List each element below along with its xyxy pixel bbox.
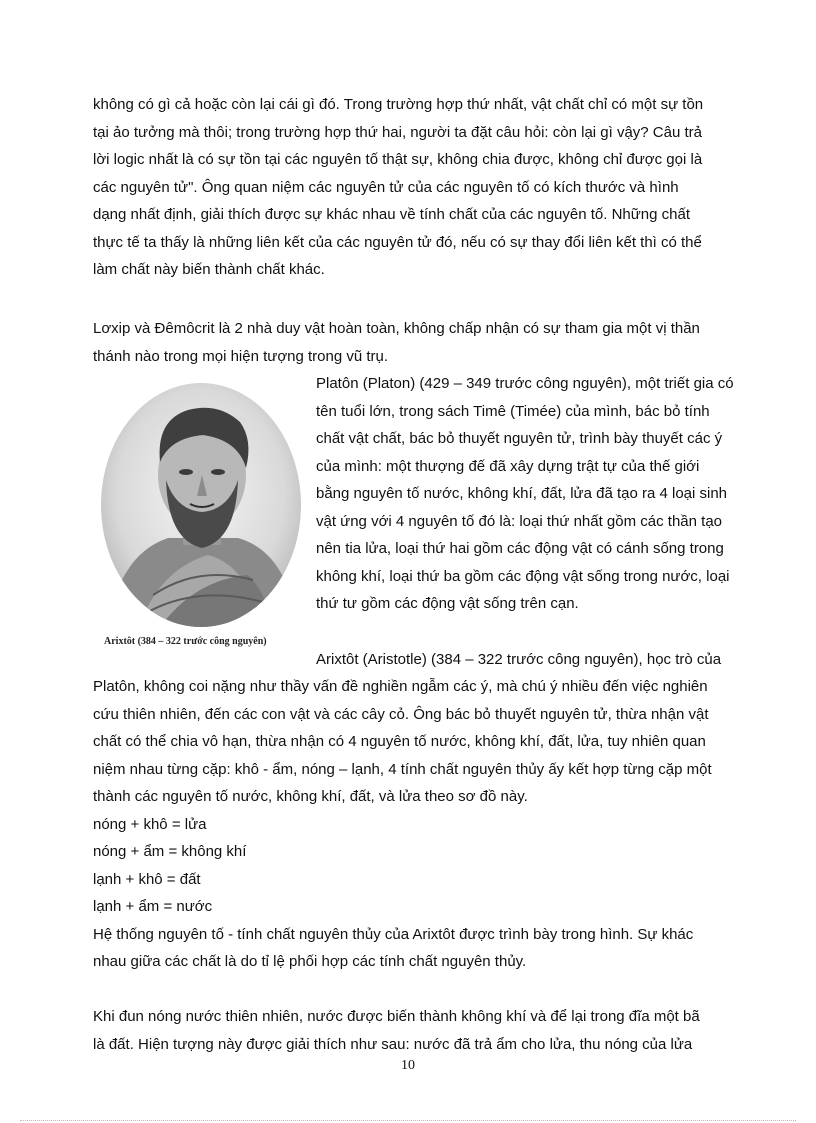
text-line: tên tuổi lớn, trong sách Timê (Timée) của mình, bác bỏ tính xyxy=(316,402,710,420)
text-line: Hệ thống nguyên tố - tính chất nguyên thủy của Arixtôt được trình bày trong hình. Sự khác xyxy=(93,925,694,943)
text-line: tại ảo tưởng mà thôi; trong trường hợp thứ hai, người ta đặt câu hỏi: còn lại gì vậy? Câu trả xyxy=(93,123,703,141)
paragraph-aristotle-start xyxy=(316,646,786,674)
text-line: không có gì cả hoặc còn lại cái gì đó. Trong trường hợp thứ nhất, vật chất chỉ có một sự tồn xyxy=(93,96,704,113)
formula-line: nóng + ẩm = không khí xyxy=(93,843,247,860)
paragraph-plato xyxy=(316,370,786,618)
footer-divider xyxy=(20,1120,796,1121)
text-line: làm chất này biến thành chất khác. xyxy=(93,261,325,278)
text-line: bằng nguyên tố nước, không khí, đất, lửa đã tạo ra 4 loại sinh xyxy=(316,485,728,502)
text-line: Platôn (Platon) (429 – 349 trước công nguyên), một triết gia có xyxy=(316,375,734,392)
text-line: vật ứng với 4 nguyên tố đó là: loại thứ nhất gồm các thần tạo xyxy=(316,512,723,530)
paragraph-boiling-water xyxy=(93,1003,783,1058)
text-line: nên tia lửa, loại thứ hai gồm các động vật có cánh sống trong xyxy=(316,540,724,557)
text-line: các nguyên tử". Ông quan niệm các nguyên tử của các nguyên tố có kích thước và hình xyxy=(93,178,679,196)
text-line: thứ tư gồm các động vật sống trên cạn. xyxy=(316,595,579,612)
text-line: của mình: một thượng đế đã xây dựng trật tự của thế giới xyxy=(316,457,700,475)
paragraph-aristotle xyxy=(93,673,783,976)
text-line: là đất. Hiện tượng này được giải thích như sau: nước đã trả ẩm cho lửa, thu nóng của lửa xyxy=(93,1035,693,1053)
formula-line: nóng + khô = lửa xyxy=(93,815,207,833)
text-line: niệm nhau từng cặp: khô - ẩm, nóng – lạnh, 4 tính chất nguyên thủy ấy kết hợp từng cặp một xyxy=(93,760,712,778)
text-line: Platôn, không coi nặng như thầy vấn đề nghiền ngẫm các ý, mà chú ý nhiều đến việc nghiên xyxy=(93,678,708,695)
text-line: Khi đun nóng nước thiên nhiên, nước được biến thành không khí và để lại trong đĩa một bã xyxy=(93,1008,700,1025)
text-line: Arixtôt (Aristotle) (384 – 322 trước công nguyên), học trò của xyxy=(316,651,722,668)
text-line: Lơxip và Đêmôcrit là 2 nhà duy vật hoàn toàn, không chấp nhận có sự tham gia một vị thần xyxy=(93,320,700,337)
text-line: thực tế ta thấy là những liên kết của các nguyên tử đó, nếu có sự thay đổi liên kết thì có thể xyxy=(93,233,702,251)
formula-line: lạnh + ẩm = nước xyxy=(93,898,213,915)
formula-line: lạnh + khô = đất xyxy=(93,870,201,888)
text-line: dạng nhất định, giải thích được sự khác nhau về tính chất của các nguyên tố. Những chất xyxy=(93,206,691,223)
text-line: chất vật chất, bác bỏ thuyết nguyên tử, trình bày thuyết các ý xyxy=(316,430,723,447)
portrait-caption: Arixtôt (384 – 322 trước công nguyên) xyxy=(104,636,267,647)
text-line: thánh nào trong mọi hiện tượng trong vũ trụ. xyxy=(93,347,389,365)
text-line: lời logic nhất là có sự tồn tại các nguyên tố thật sự, không chia được, không chỉ được gọi là xyxy=(93,151,703,168)
paragraph-atomism xyxy=(93,91,783,284)
text-line: nhau giữa các chất là do tỉ lệ phối hợp các tính chất nguyên thủy. xyxy=(93,953,527,970)
page-number: 10 xyxy=(401,1058,415,1073)
text-line: thành các nguyên tố nước, không khí, đất, và lửa theo sơ đồ này. xyxy=(93,788,528,805)
text-line: không khí, loại thứ ba gồm các động vật sống trong nước, loại xyxy=(316,567,730,585)
text-line: chất có thể chia vô hạn, thừa nhận có 4 nguyên tố nước, không khí, đất, lửa, tuy nhiên quan xyxy=(93,733,706,750)
aristotle-portrait-image xyxy=(98,380,304,630)
text-line: cứu thiên nhiên, đến các con vật và các cây cỏ. Ông bác bỏ thuyết nguyên tử, thừa nhận vật xyxy=(93,705,709,723)
paragraph-leucippus xyxy=(93,315,783,370)
